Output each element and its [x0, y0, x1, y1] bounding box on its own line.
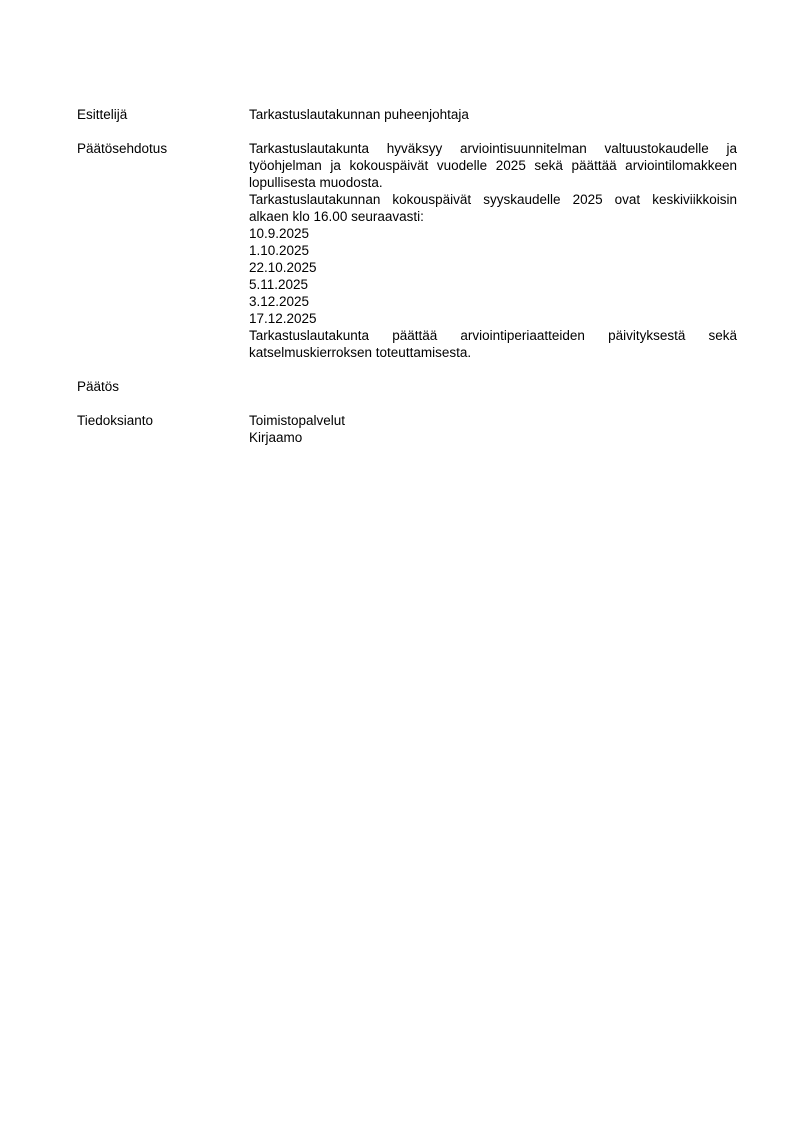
recipient: Kirjaamo — [249, 430, 303, 445]
meeting-date: 3.12.2025 — [249, 294, 310, 309]
decision-row — [77, 378, 737, 395]
meeting-date: 22.10.2025 — [249, 260, 317, 275]
presenter-value: Tarkastuslautakunnan puheenjohtaja — [249, 107, 469, 122]
meeting-date: 5.11.2025 — [249, 277, 309, 292]
decision-label: Päätös — [77, 379, 120, 394]
presenter-label: Esittelijä — [77, 107, 128, 122]
notification-label: Tiedoksianto — [77, 413, 154, 428]
notification-row — [77, 412, 737, 446]
meeting-date: 10.9.2025 — [249, 226, 310, 241]
proposal-label: Päätösehdotus — [77, 141, 168, 156]
proposal-paragraph-2: Tarkastuslautakunnan kokouspäivät syyskaudelle 2025 ovat keskiviikkoisin alkaen klo 16.00 seuraavasti: — [249, 192, 737, 224]
proposal-paragraph-3: Tarkastuslautakunta päättää arviointiperiaatteiden päivityksestä sekä katselmuskierroksen toteuttamisesta. — [249, 328, 737, 360]
presenter-row — [77, 106, 737, 123]
proposal-row — [77, 140, 737, 361]
proposal-content — [249, 140, 737, 361]
recipient: Toimistopalvelut — [249, 413, 346, 428]
meeting-dates-list — [249, 225, 737, 327]
proposal-paragraph-1: Tarkastuslautakunta hyväksyy arviointisuunnitelman valtuustokaudelle ja työohjelman ja kokouspäivät vuodelle 2025 sekä päättää arviointilomakkeen lopullisesta muodosta. — [249, 141, 737, 190]
document-page — [77, 106, 737, 446]
meeting-date: 1.10.2025 — [249, 243, 310, 258]
notification-recipients — [249, 412, 737, 446]
meeting-date: 17.12.2025 — [249, 311, 317, 326]
